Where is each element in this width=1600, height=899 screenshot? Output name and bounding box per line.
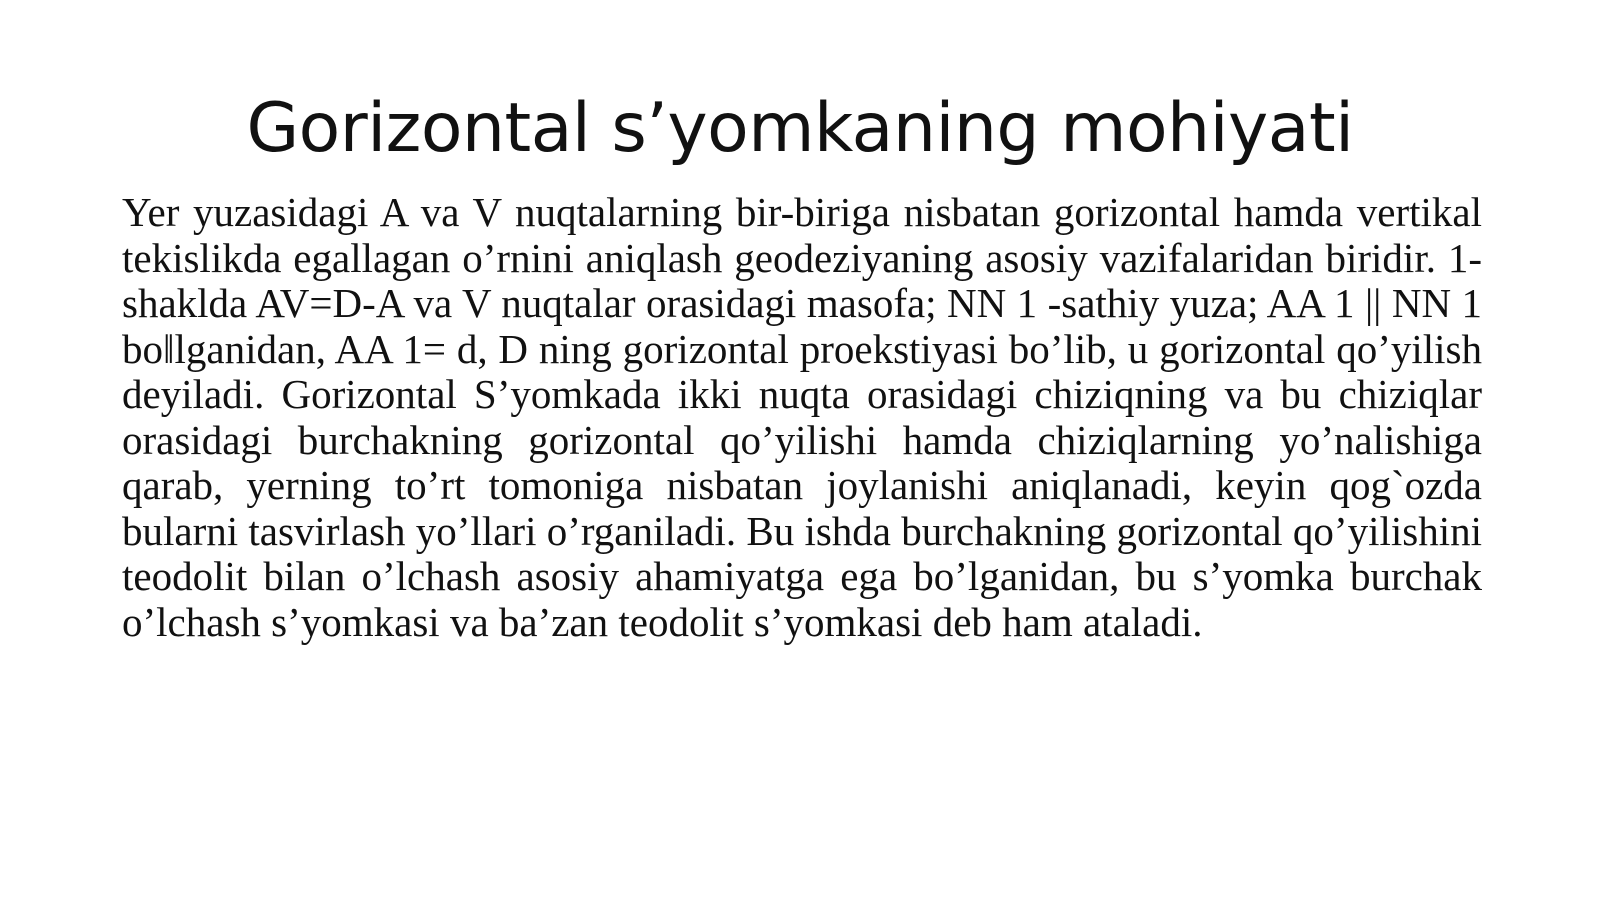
slide-body-text: Yer yuzasidagi A va V nuqtalarning bir-biriga nisbatan gorizontal hamda vertikal tekislikda egallagan o’rnini aniqlash geodeziyaning asosiy vazifalaridan biridir. 1-shaklda AV=D-A va V nuqtalar orasidagi masofa; NN 1 -sathiy yuza; AA 1 || NN 1 bo‖lganidan, AA 1= d, D ning gorizontal proekstiyasi bo’lib, u gorizontal qo’yilish deyiladi. Gorizontal S’yomkada ikki nuqta orasidagi chiziqning va bu chiziqlar orasidagi burchakning gorizontal qo’yilishi hamda chiziqlarning yo’nalishiga qarab, yerning to’rt tomoniga nisbatan joylanishi aniqlanadi, keyin qog`ozda bularni tasvirlash yo’llari o’rganiladi. Bu ishda burchakning gorizontal qo’yilishini teodolit bilan o’lchash asosiy ahamiyatga ega bo’lganidan, bu s’yomka burchak o’lchash s’yomkasi va ba’zan teodolit s’yomkasi deb ham ataladi. bbox=[122, 189, 1482, 645]
slide-title: Gorizontal s’yomkaning mohiyati bbox=[246, 89, 1354, 168]
